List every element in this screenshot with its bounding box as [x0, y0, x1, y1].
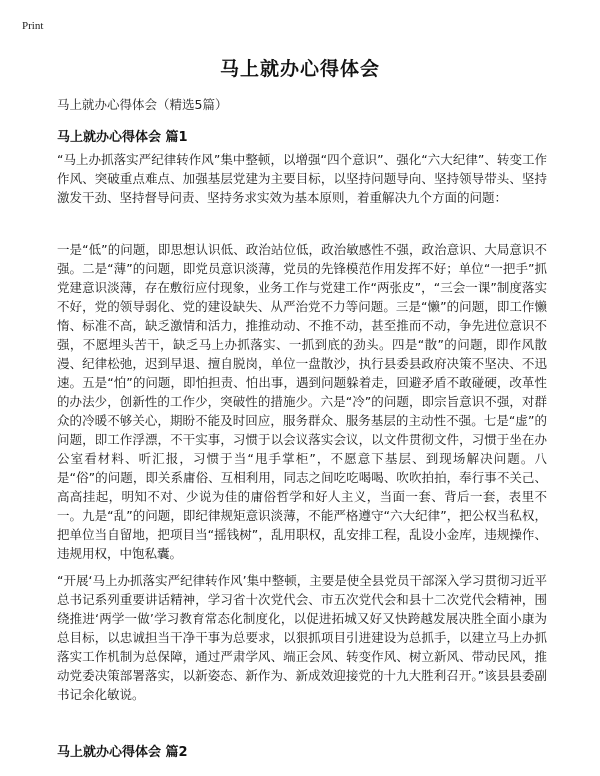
- section-heading-2: 马上就办心得体会 篇2: [57, 745, 188, 760]
- paragraph-nine-problems: 一是“低”的问题，即思想认识低、政治站位低，政治敏感性不强，政治意识、大局意识不强。二是“薄”的问题，即党员意识淡薄，党员的先锋模范作用发挥不好；单位“一把手”抓党建意识淡薄，存在敷衍应付现象，业务工作与党建工作“两张皮”，“三会一课”制度落实不好，党的领导弱化、党的建设缺失、从严治党不力等问题。三是“懒”的问题，即工作懒惰、标准不高，缺乏激情和活力，推推动动、不推不动，甚至推而不动，争先进位意识不强，不愿埋头苦干，缺乏马上办抓落实、一抓到底的劲头。四是“散”的问题，即作风散漫、纪律松弛，迟到早退、擅自脱岗，单位一盘散沙，执行县委县政府决策不坚决、不迅速。五是“怕”的问题，即怕担责、怕出事，遇到问题躲着走，回避矛盾不敢碰硬，改革性的办法少，创新性的工作少，突破性的措施少。六是“冷”的问题，即宗旨意识不强，对群众的冷暖不够关心，期盼不能及时回应，服务群众、服务基层的主动性不强。七是“虚”的问题，即工作浮漂，不干实事，习惯于以会议落实会议，以文件贯彻文件，习惯于坐在办公室看材料、听汇报，习惯于当“甩手掌柜”，不愿意下基层、到现场解决问题。八是“俗”的问题，即关系庸俗、互相利用，同志之间吃吃喝喝、吹吹拍拍，奉行事不关己、高高挂起，明知不对、少说为佳的庸俗哲学和好人主义，当面一套、背后一套，表里不一。九是“乱”的问题，即纪律规矩意识淡薄，不能严格遵守“六大纪律”，把公权当私权，把单位当自留地，把项目当“摇钱树”，乱用职权，乱安排工程，乱设小金库，违规操作、违规用权，中饱私囊。: [57, 242, 547, 561]
- paragraph-quote: “开展‘马上办抓落实严纪律转作风’集中整顿，主要是使全县党员干部深入学习贯彻习近平总书记系列重要讲话精神，学习省十次党代会、市五次党代会和县十二次党代会精神，围绕推进‘两学一做’学习教育常态化制度化，以促进拓城又好又快跨越发展决胜全面小康为总目标，以忠诚担当干净干事为总要求，以狠抓项目引进建设为总抓手，以建立马上办抓落实工作机制为总保障，通过严肃学风、端正会风、转变作风、树立新风、带动民风，推动党委决策部署落实，以新姿态、新作为、新成效迎接党的十九大胜利召开。”该县县委副书记余化敏说。: [57, 573, 547, 702]
- paragraph-intro: “马上办抓落实严纪律转作风”集中整顿，以增强“四个意识”、强化“六大纪律”、转变工作作风、突破重点难点、加强基层党建为主要目标，以坚持问题导向、坚持领导带头、坚持激发干劲、坚持督导问责、坚持务求实效为基本原则，着重解决九个方面的问题：: [57, 152, 547, 205]
- section-heading-1: 马上就办心得体会 篇1: [57, 130, 188, 145]
- print-link[interactable]: Print: [22, 20, 44, 32]
- page-title: 马上就办心得体会: [219, 58, 380, 80]
- document-subtitle: 马上就办心得体会（精选5篇）: [57, 97, 228, 112]
